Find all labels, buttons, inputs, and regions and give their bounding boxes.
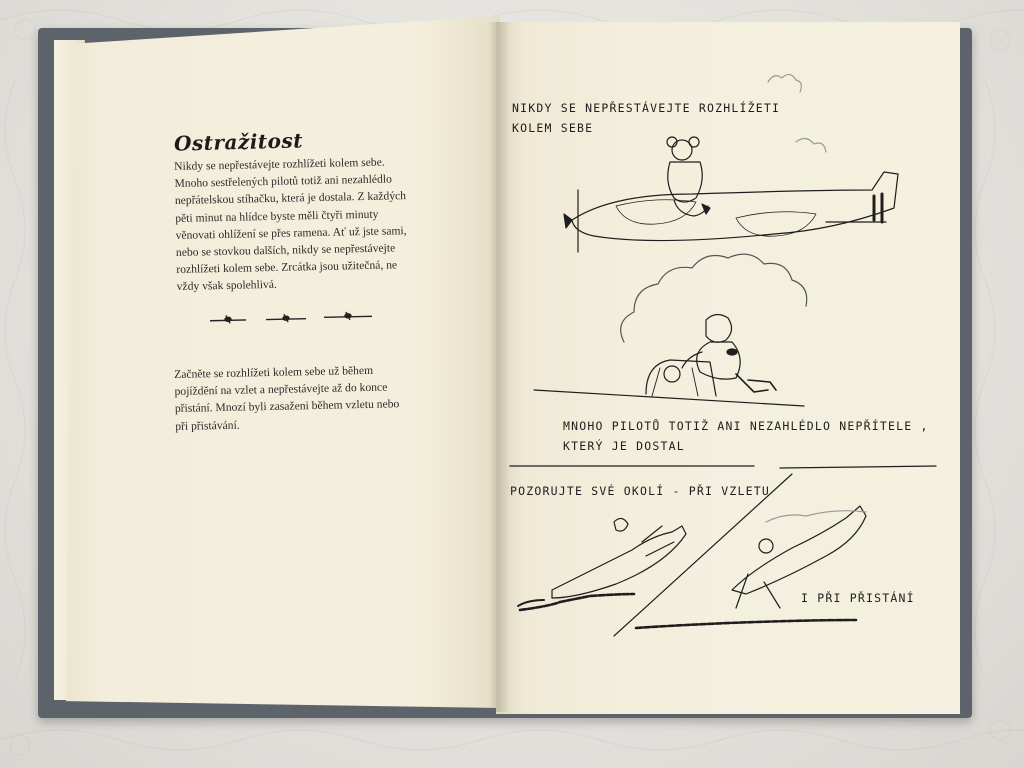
paragraph-line: Nikdy se nepřestávejte rozhlížeti kolem sebe.	[174, 155, 385, 173]
caption-landing: I PŘI PŘISTÁNÍ	[801, 591, 915, 605]
paragraph-1	[174, 153, 425, 296]
paragraph-line: pojíždění na vzlet a nepřestávejte až do konce	[174, 380, 388, 399]
caption-takeoff: POZORUJTE SVÉ OKOLÍ - PŘI VZLETU	[510, 484, 770, 498]
caption-many-pilots	[563, 416, 929, 456]
caption-line: MNOHO PILOTŮ TOTIŽ ANI NEZAHLÉDLO NEPŘÍTELE ,	[563, 419, 929, 433]
page-title: Ostražitost	[173, 128, 304, 156]
paragraph-2	[174, 361, 427, 435]
paragraph-line: rozhlížeti kolem sebe. Zrcátka jsou užitečná, ne	[176, 258, 398, 277]
landing-plane-sketch	[636, 506, 866, 628]
caption-look-around	[512, 98, 780, 138]
caption-line: KOLEM SEBE	[512, 121, 594, 135]
paragraph-line: pěti minut na hlídce byste měli čtyři minuty	[175, 207, 379, 225]
paragraph-line: přistání. Mnozí byli zasaženi během vzletu nebo	[174, 397, 400, 416]
paragraph-line: nepřátelskou stíhačku, která je dostala. Z každých	[174, 189, 407, 208]
paragraph-line: Začněte se rozhlížeti kolem sebe už během	[174, 363, 374, 381]
caption-line: NIKDY SE NEPŘESTÁVEJTE ROZHLÍŽETI	[512, 101, 781, 115]
paragraph-line: nebo se stovkou dalších, nikdy se nepřestávejte	[175, 241, 396, 259]
paragraph-line: vždy však spolehlivá.	[176, 278, 277, 294]
enemy-pilot-cloud-sketch	[534, 254, 807, 406]
paragraph-line: při přistávání.	[175, 418, 240, 433]
caption-line: KTERÝ JE DOSTAL	[563, 439, 685, 453]
paragraph-line: Mnoho sestřelených pilotů totiž ani nezahlédlo	[174, 172, 392, 191]
takeoff-plane-sketch	[518, 518, 686, 610]
left-page	[66, 16, 500, 708]
three-aircraft-icon	[208, 306, 378, 330]
paragraph-line: věnovati ohlížení se přes ramena. Ať už jste sami,	[175, 223, 407, 242]
